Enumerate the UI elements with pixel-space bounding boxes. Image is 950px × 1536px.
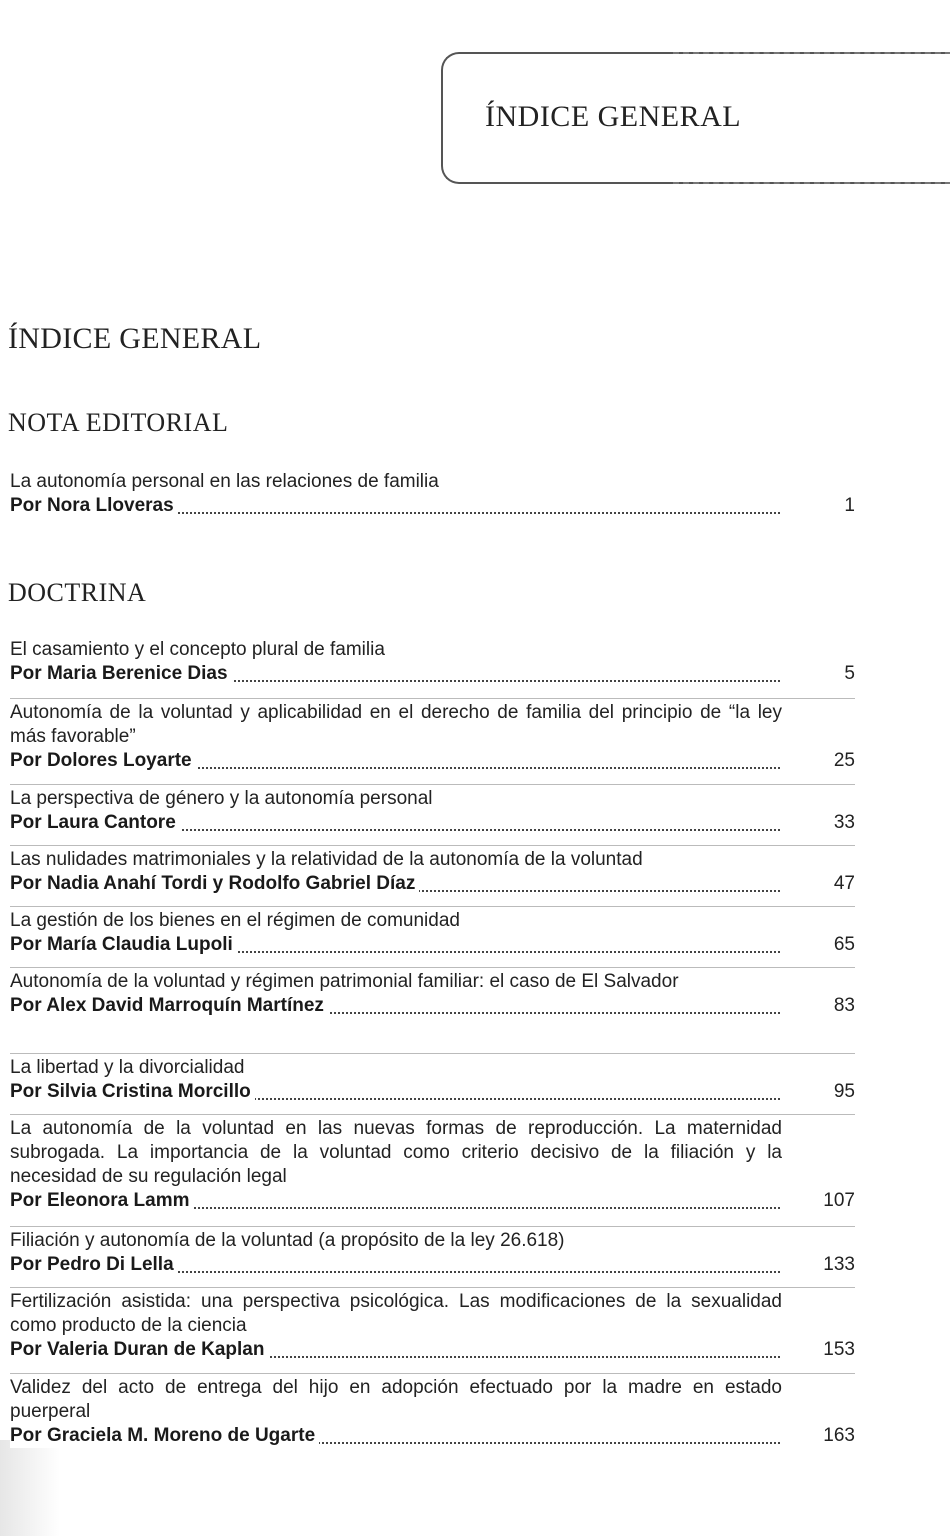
toc-entry[interactable]	[10, 638, 855, 686]
frame-dashed-bottom	[673, 182, 950, 184]
toc-entry[interactable]	[10, 1287, 855, 1362]
toc-entry[interactable]	[10, 470, 855, 518]
entry-author: Por Valeria Duran de Kaplan	[10, 1338, 268, 1362]
entry-page: 65	[833, 934, 855, 955]
toc-entry[interactable]	[10, 698, 855, 773]
entry-author: Por Graciela M. Moreno de Ugarte	[10, 1424, 319, 1448]
section-title-doctrina: DOCTRINA	[8, 578, 147, 607]
entry-author: Por Eleonora Lamm	[10, 1189, 194, 1213]
entry-title: Filiación y autonomía de la voluntad (a propósito de la ley 26.618)	[10, 1230, 565, 1251]
entry-title: Las nulidades matrimoniales y la relatividad de la autonomía de la voluntad	[10, 849, 643, 870]
toc-entry[interactable]	[10, 784, 855, 835]
entry-page: 95	[833, 1081, 855, 1102]
scan-edge-shadow	[0, 1440, 60, 1536]
entry-title: Autonomía de la voluntad y régimen patrimonial familiar: el caso de El Salvador	[10, 971, 679, 992]
entry-page: 133	[823, 1254, 855, 1275]
entry-author: Por Alex David Marroquín Martínez	[10, 994, 328, 1018]
toc-entry[interactable]	[10, 967, 855, 1018]
toc-entry[interactable]	[10, 1053, 855, 1104]
entry-page: 163	[823, 1425, 855, 1446]
entry-page: 25	[833, 750, 855, 771]
entry-page: 153	[823, 1339, 855, 1360]
entry-author-row	[10, 1253, 855, 1277]
entry-author-row	[10, 1424, 855, 1448]
entry-author: Por Maria Berenice Dias	[10, 662, 232, 686]
entry-author-row	[10, 1080, 855, 1104]
entry-title: La autonomía de la voluntad en las nuevas formas de reproducción. La maternidad subrogada. La importancia de la voluntad como criterio decisivo de la filiación y la necesidad de su regulación legal	[10, 1118, 782, 1187]
running-head: ÍNDICE GENERAL	[485, 100, 742, 133]
entry-author-row	[10, 811, 855, 835]
entry-title: Fertilización asistida: una perspectiva psicológica. Las modificaciones de la sexualidad como producto de la ciencia	[10, 1291, 782, 1336]
entry-author-row	[10, 994, 855, 1018]
entry-author: Por Nora Lloveras	[10, 494, 178, 518]
entry-page: 107	[823, 1190, 855, 1211]
entry-author: Por Dolores Loyarte	[10, 749, 196, 773]
entry-title: El casamiento y el concepto plural de familia	[10, 639, 385, 660]
entry-author-row	[10, 749, 855, 773]
section-title-nota-editorial: NOTA EDITORIAL	[8, 408, 229, 437]
entry-author: Por Silvia Cristina Morcillo	[10, 1080, 255, 1104]
entry-title: La perspectiva de género y la autonomía personal	[10, 788, 433, 809]
entry-author: Por Nadia Anahí Tordi y Rodolfo Gabriel Díaz	[10, 872, 419, 896]
entry-title: La libertad y la divorcialidad	[10, 1057, 245, 1078]
entry-title: Validez del acto de entrega del hijo en adopción efectuado por la madre en estado puerperal	[10, 1377, 782, 1422]
entry-author-row	[10, 1189, 855, 1213]
entry-author-row	[10, 933, 855, 957]
entry-author: Por Laura Cantore	[10, 811, 180, 835]
entry-page: 83	[833, 995, 855, 1016]
toc-entry[interactable]	[10, 1114, 855, 1213]
entry-page: 1	[844, 495, 855, 516]
entry-author: Por María Claudia Lupoli	[10, 933, 237, 957]
entry-page: 5	[844, 663, 855, 684]
entry-page: 33	[833, 812, 855, 833]
toc-entry[interactable]	[10, 1373, 855, 1448]
toc-entry[interactable]	[10, 845, 855, 896]
toc-entry[interactable]	[10, 1226, 855, 1277]
entry-title: La gestión de los bienes en el régimen de comunidad	[10, 910, 460, 931]
entry-author-row	[10, 662, 855, 686]
entry-author: Por Pedro Di Lella	[10, 1253, 178, 1277]
page-title: ÍNDICE GENERAL	[8, 322, 262, 355]
entry-author-row	[10, 1338, 855, 1362]
frame-dashed-top	[673, 52, 950, 54]
toc-entry[interactable]	[10, 906, 855, 957]
entry-title: Autonomía de la voluntad y aplicabilidad en el derecho de familia del principio de “la ley más favorable”	[10, 702, 782, 747]
entry-page: 47	[833, 873, 855, 894]
entry-author-row	[10, 872, 855, 896]
entry-author-row	[10, 494, 855, 518]
entry-title: La autonomía personal en las relaciones de familia	[10, 471, 439, 492]
